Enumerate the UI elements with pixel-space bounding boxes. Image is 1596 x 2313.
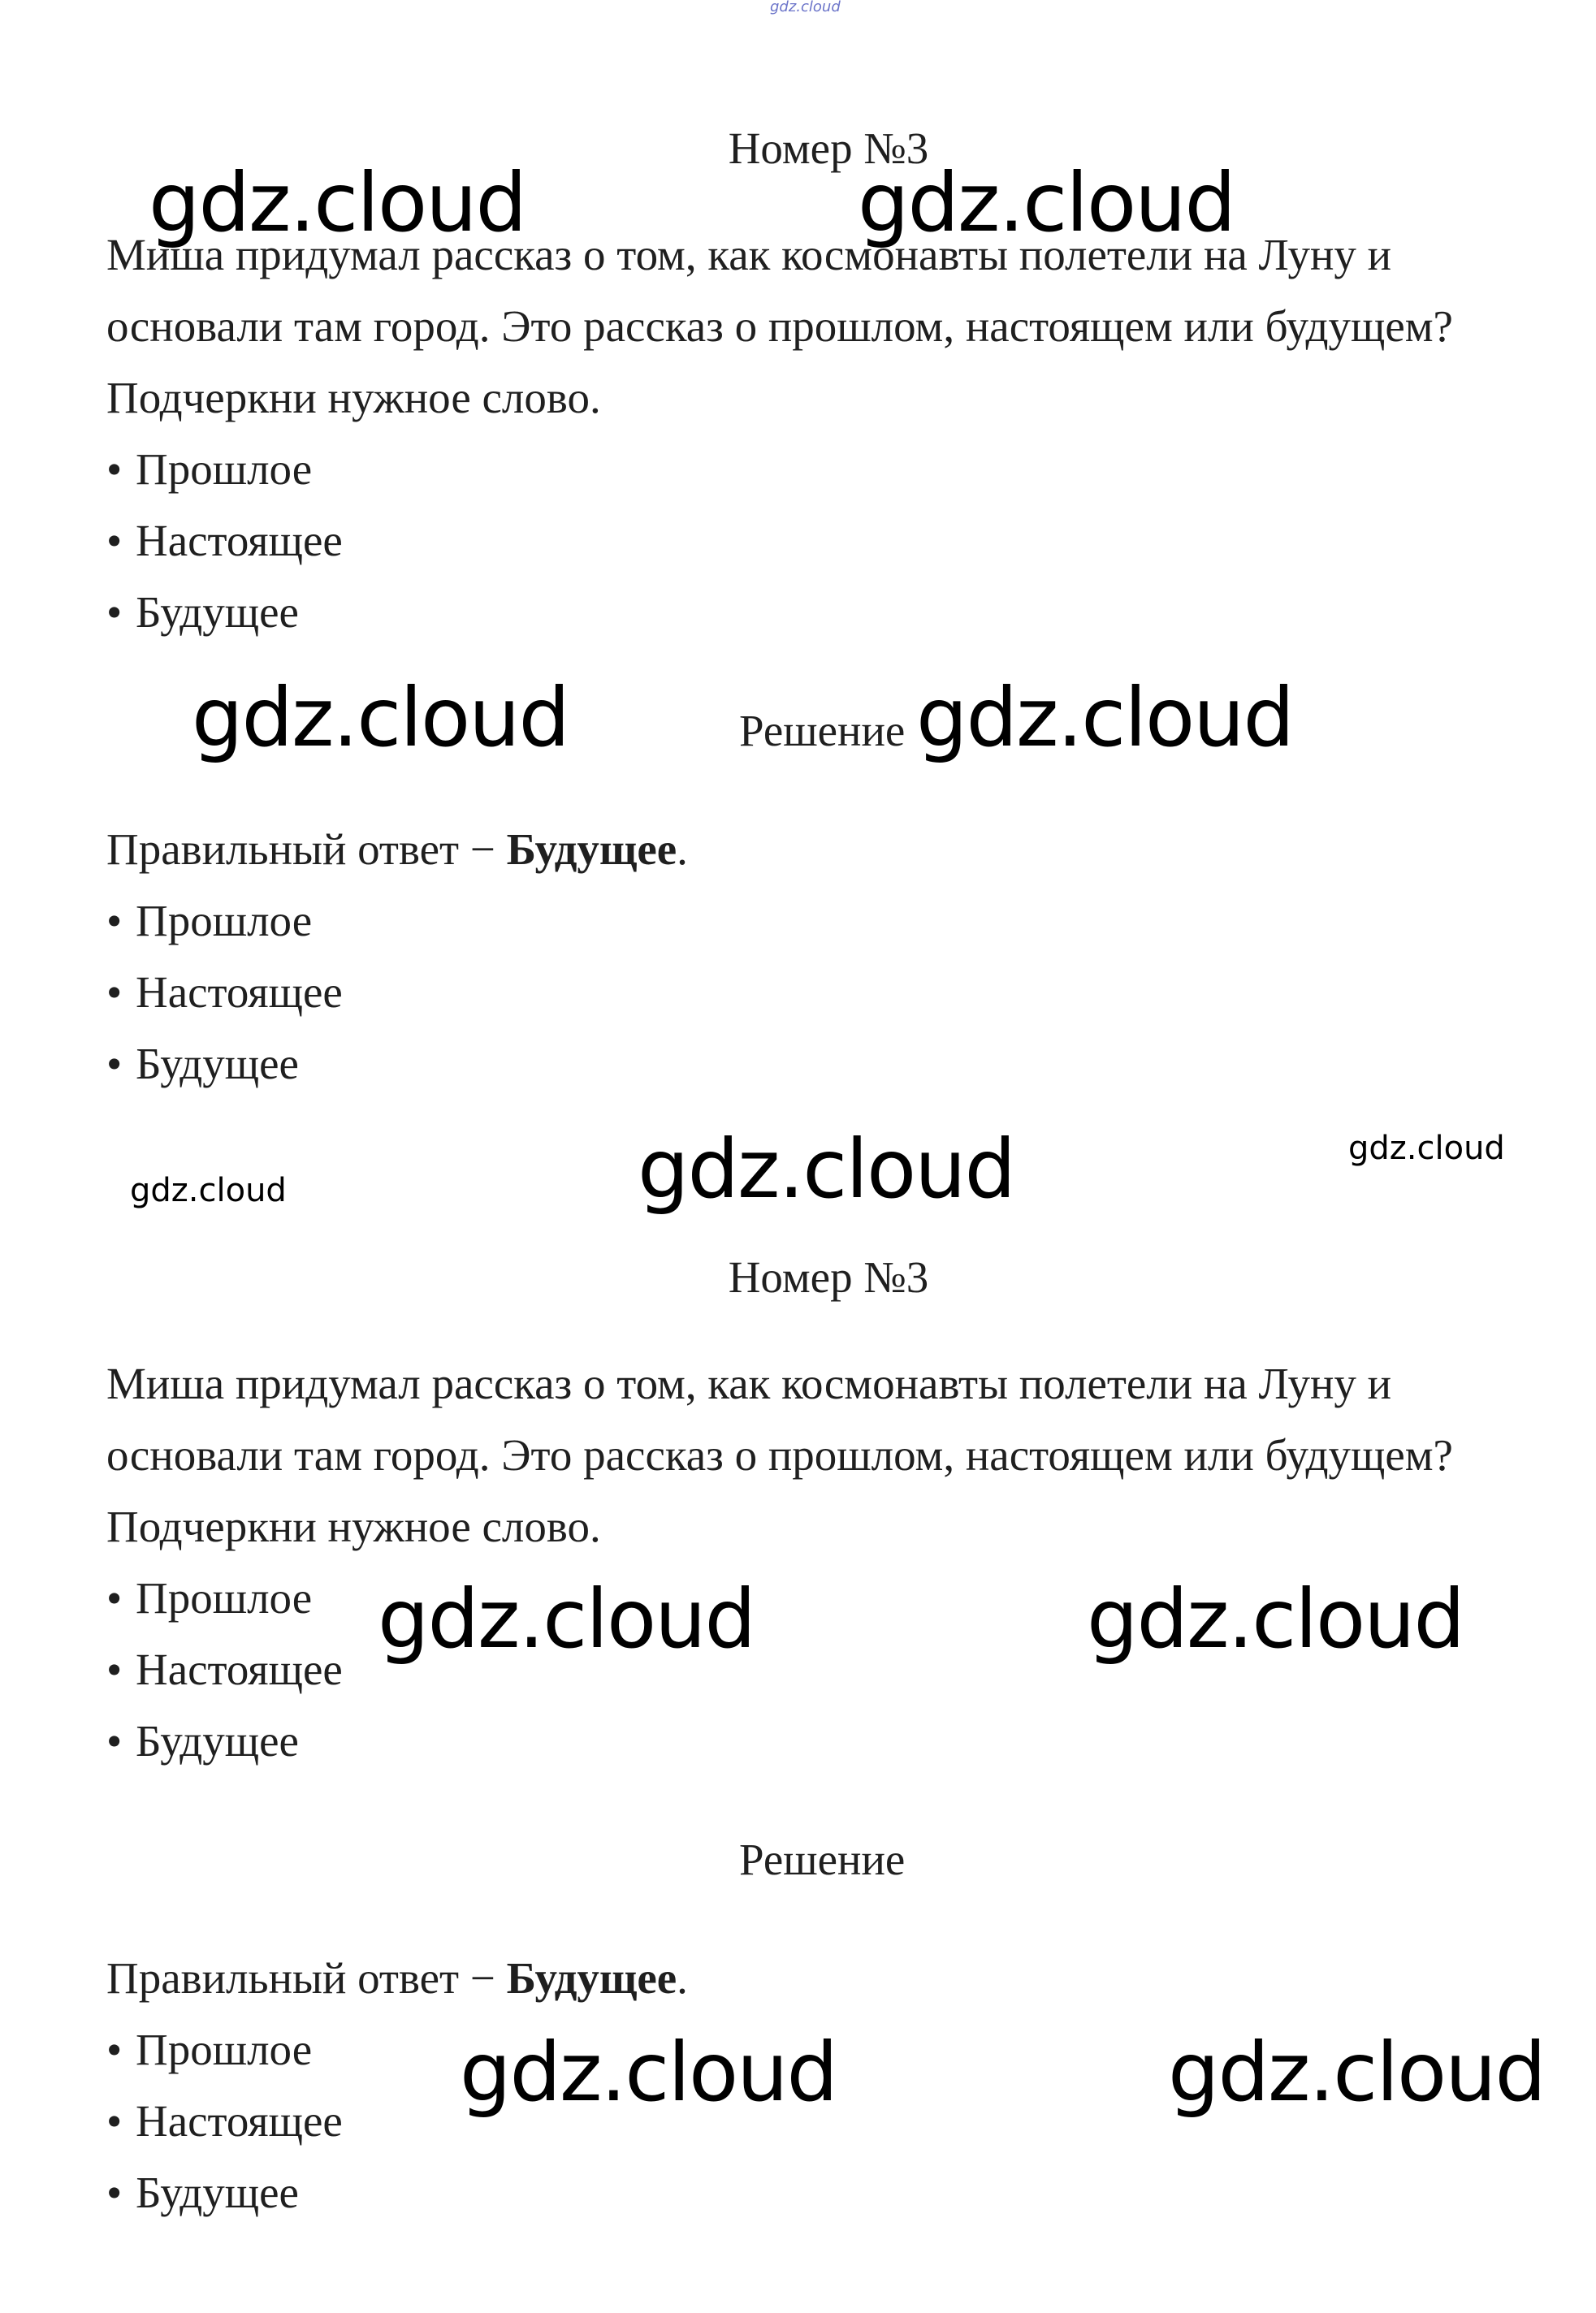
watermark-logo: gdz.cloud bbox=[858, 155, 1235, 250]
block1-answer-options-list bbox=[106, 885, 343, 1100]
block2-question: Миша придумал рассказ о том, как космонавты полетели на Луну и основали там город. Это рассказ о прошлом, настоящем или будущем? Подчеркни нужное слово. bbox=[106, 1359, 1453, 1551]
bullet-icon: • bbox=[106, 896, 123, 945]
watermark-logo: gdz.cloud bbox=[460, 2025, 837, 2120]
watermark-logo: gdz.cloud bbox=[149, 155, 526, 250]
watermark-logo: gdz.cloud bbox=[1087, 1572, 1464, 1667]
bullet-icon: • bbox=[106, 587, 123, 637]
bullet-icon: • bbox=[106, 1645, 123, 1694]
bullet-icon: • bbox=[106, 1716, 123, 1766]
bullet-icon: • bbox=[106, 2096, 123, 2146]
block1-option: • Прошлое bbox=[106, 434, 343, 505]
watermark-logo: gdz.cloud bbox=[638, 1122, 1015, 1217]
block2-answer-value: Будущее bbox=[506, 1953, 677, 2003]
block1-answer-option: • Будущее bbox=[106, 1028, 343, 1100]
block1-answer-line: Правильный ответ − Будущее. bbox=[106, 824, 688, 874]
block2-title: Номер №3 bbox=[728, 1252, 929, 1302]
block2-answer-option: • Настоящее bbox=[106, 2086, 343, 2157]
watermark-logo: gdz.cloud bbox=[192, 670, 569, 765]
block2-option: • Прошлое bbox=[106, 1563, 343, 1634]
watermark-logo: gdz.cloud bbox=[1168, 2025, 1546, 2120]
block2-answer-option: • Будущее bbox=[106, 2157, 343, 2229]
block2-answer-options-list bbox=[106, 2014, 343, 2229]
watermark-logo: gdz.cloud bbox=[1348, 1130, 1505, 1167]
block1-answer-option: • Настоящее bbox=[106, 957, 343, 1028]
block1-answer-option: • Прошлое bbox=[106, 885, 343, 957]
block1-title: Номер №3 bbox=[728, 123, 929, 173]
watermark-logo: gdz.cloud bbox=[130, 1172, 287, 1209]
watermark-logo: gdz.cloud bbox=[916, 670, 1294, 765]
block2-options-list bbox=[106, 1563, 343, 1777]
watermark-logo: gdz.cloud bbox=[378, 1572, 755, 1667]
block1-question: Миша придумал рассказ о том, как космонавты полетели на Луну и основали там город. Это рассказ о прошлом, настоящем или будущем? Подчеркни нужное слово. bbox=[106, 230, 1453, 422]
bullet-icon: • bbox=[106, 516, 123, 565]
bullet-icon: • bbox=[106, 967, 123, 1017]
bullet-icon: • bbox=[106, 2025, 123, 2074]
block2-answer-line: Правильный ответ − Будущее. bbox=[106, 1953, 688, 2003]
block1-options-list bbox=[106, 434, 343, 648]
block1-option: • Будущее bbox=[106, 577, 343, 648]
block1-option: • Настоящее bbox=[106, 505, 343, 577]
block2-solution-label: Решение bbox=[739, 1835, 906, 1884]
bullet-icon: • bbox=[106, 1573, 123, 1623]
block2-answer-option: • Прошлое bbox=[106, 2014, 343, 2086]
bullet-icon: • bbox=[106, 444, 123, 494]
header-watermark: gdz.cloud bbox=[770, 0, 841, 15]
bullet-icon: • bbox=[106, 1039, 123, 1088]
bullet-icon: • bbox=[106, 2168, 123, 2217]
block2-option: • Настоящее bbox=[106, 1634, 343, 1706]
block2-option: • Будущее bbox=[106, 1706, 343, 1777]
block1-answer-value: Будущее bbox=[506, 824, 677, 874]
block1-solution-label: Решение bbox=[739, 706, 906, 755]
